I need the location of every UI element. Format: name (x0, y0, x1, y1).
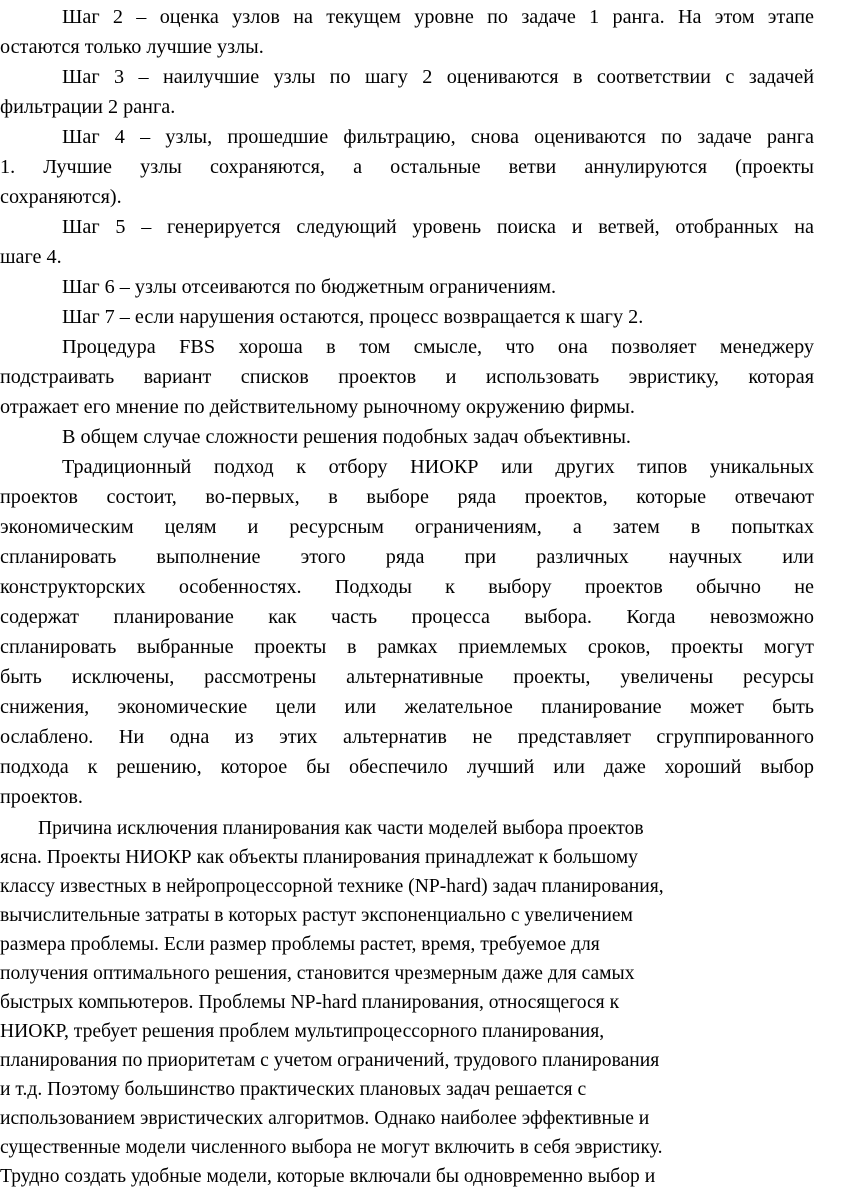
text-line: использованием эвристических алгоритмов. Однако наиболее эффективные и (0, 1108, 650, 1129)
text-line: Шаг 6 – узлы отсеиваются по бюджетным ограничениям. (62, 276, 557, 298)
text-line: подстраивать вариант списков проектов и использовать эвристику, которая (0, 366, 814, 388)
text-line: классу известных в нейропроцессорной технике (NP-hard) задач планирования, (0, 876, 664, 897)
text-line: экономическим целям и ресурсным ограничениям, а затем в попытках (0, 516, 814, 538)
text-line: конструкторских особенностях. Подходы к выбору проектов обычно не (0, 576, 814, 598)
text-line: шаге 4. (0, 246, 62, 268)
text-line: Процедура FBS хороша в том смысле, что она позволяет менеджеру (62, 336, 814, 358)
text-line: сохраняются). (0, 186, 122, 208)
text-line: спланировать выбранные проекты в рамках приемлемых сроков, проекты могут (0, 636, 814, 658)
text-line: быстрых компьютеров. Проблемы NP-hard планирования, относящегося к (0, 992, 620, 1013)
text-line: проектов состоит, во-первых, в выборе ряда проектов, которые отвечают (0, 486, 814, 508)
text-line: планирования по приоритетам с учетом ограничений, трудового планирования (0, 1050, 660, 1071)
text-line: содержат планирование как часть процесса выбора. Когда невозможно (0, 606, 814, 628)
text-line: получения оптимального решения, становится чрезмерным даже для самых (0, 963, 635, 984)
text-line: ясна. Проекты НИОКР как объекты планирования принадлежат к большому (0, 847, 638, 868)
text-line: Причина исключения планирования как части моделей выбора проектов (38, 818, 644, 839)
text-line: спланировать выполнение этого ряда при различных научных или (0, 546, 814, 568)
text-line: существенные модели численного выбора не могут включить в себя эвристику. (0, 1137, 663, 1158)
text-line: НИОКР, требует решения проблем мультипроцессорного планирования, (0, 1021, 605, 1042)
text-line: и т.д. Поэтому большинство практических плановых задач решается с (0, 1079, 587, 1100)
text-line: остаются только лучшие узлы. (0, 36, 264, 58)
text-line: Традиционный подход к отбору НИОКР или других типов уникальных (62, 456, 814, 478)
text-line: Шаг 5 – генерируется следующий уровень поиска и ветвей, отобранных на (62, 216, 814, 238)
text-line: снижения, экономические цели или желательное планирование может быть (0, 696, 814, 718)
text-line: ослаблено. Ни одна из этих альтернатив не представляет сгруппированного (0, 726, 814, 748)
text-line: проектов. (0, 786, 83, 808)
text-line: Шаг 7 – если нарушения остаются, процесс возвращается к шагу 2. (62, 306, 644, 328)
text-line: быть исключены, рассмотрены альтернативные проекты, увеличены ресурсы (0, 666, 814, 688)
text-line: размера проблемы. Если размер проблемы растет, время, требуемое для (0, 934, 600, 955)
text-line: отражает его мнение по действительному рыночному окружению фирмы. (0, 396, 635, 418)
text-line: В общем случае сложности решения подобных задач объективны. (62, 426, 631, 448)
text-line: Шаг 4 – узлы, прошедшие фильтрацию, снова оцениваются по задаче ранга (62, 126, 814, 148)
text-line: фильтрации 2 ранга. (0, 96, 176, 118)
text-line: 1. Лучшие узлы сохраняются, а остальные ветви аннулируются (проекты (0, 156, 814, 178)
text-line: Шаг 2 – оценка узлов на текущем уровне по задаче 1 ранга. На этом этапе (62, 6, 814, 28)
text-line: вычислительные затраты в которых растут экспоненциально с увеличением (0, 905, 633, 926)
text-line: Трудно создать удобные модели, которые включали бы одновременно выбор и (0, 1166, 656, 1187)
text-line: Шаг 3 – наилучшие узлы по шагу 2 оцениваются в соответствии с задачей (62, 66, 814, 88)
text-line: подхода к решению, которое бы обеспечило лучший или даже хороший выбор (0, 756, 814, 778)
